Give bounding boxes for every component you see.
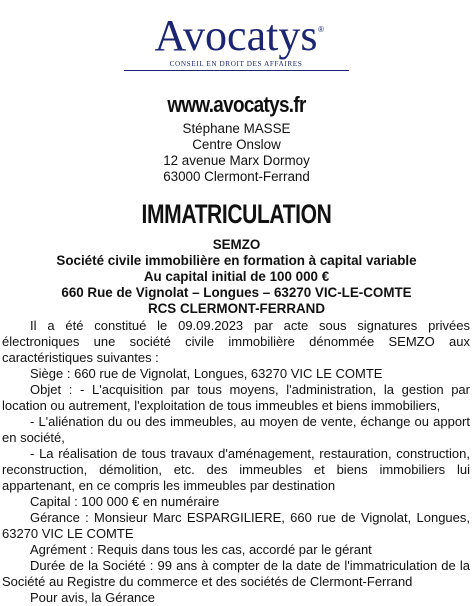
website-url[interactable]: www.avocatys.fr <box>167 92 306 117</box>
avocatys-logo <box>0 6 473 74</box>
notice-body <box>2 318 470 606</box>
body-paragraph: Capital : 100 000 € en numéraire <box>30 494 220 509</box>
body-paragraph: Siège : 660 rue de Vignolat, Longues, 63270 VIC LE COMTE <box>30 366 383 381</box>
address-line: 63000 Clermont-Ferrand <box>163 169 310 184</box>
logo-wordmark: Avocatys <box>154 11 318 60</box>
registered-mark: ® <box>318 25 324 34</box>
body-paragraph: Pour avis, la Gérance <box>30 590 156 605</box>
address-line: Centre Onslow <box>192 137 281 152</box>
company-rcs: RCS CLERMONT-FERRAND <box>147 301 326 316</box>
lawyer-address <box>0 121 473 185</box>
body-paragraph: - La réalisation de tous travaux d'aménagement, restauration, construction, reconstruction, démolition, etc. des immeubles et biens immobiliers lui appartenant, en ce compris les immeubles par destination <box>2 446 470 493</box>
logo-tagline: CONSEIL EN DROIT DES AFFAIRES <box>169 60 303 68</box>
company-name: SEMZO <box>212 237 261 252</box>
body-paragraph: Durée de la Société : 99 ans à compter de la date de l'immatriculation de la Société au Registre du commerce et des sociétés de Clermont-Ferrand <box>2 558 470 589</box>
body-paragraph: Objet : - L'acquisition par tous moyens, l'administration, la gestion par location ou autrement, l'exploitation de tous immeubles et biens immobiliers, <box>2 382 470 413</box>
body-paragraph: - L'aliénation du ou des immeubles, au moyen de vente, échange ou apport en société, <box>2 414 470 445</box>
notice-title: IMMATRICULATION <box>141 199 332 229</box>
company-header <box>0 237 473 317</box>
address-line: Stéphane MASSE <box>182 121 291 136</box>
company-form: Société civile immobilière en formation à capital variable <box>56 253 417 268</box>
body-paragraph: Il a été constitué le 09.09.2023 par acte sous signatures privées électroniques une société civile immobilière dénommée SEMZO aux caractéristiques suivantes : <box>2 318 470 365</box>
company-capital: Au capital initial de 100 000 € <box>143 269 330 284</box>
body-paragraph: Gérance : Monsieur Marc ESPARGILIERE, 660 rue de Vignolat, Longues, 63270 VIC LE COMTE <box>2 510 470 541</box>
company-address: 660 Rue de Vignolat – Longues – 63270 VIC-LE-COMTE <box>61 285 412 300</box>
address-line: 12 avenue Marx Dormoy <box>163 153 310 168</box>
body-paragraph: Agrément : Requis dans tous les cas, accordé par le gérant <box>30 542 372 557</box>
